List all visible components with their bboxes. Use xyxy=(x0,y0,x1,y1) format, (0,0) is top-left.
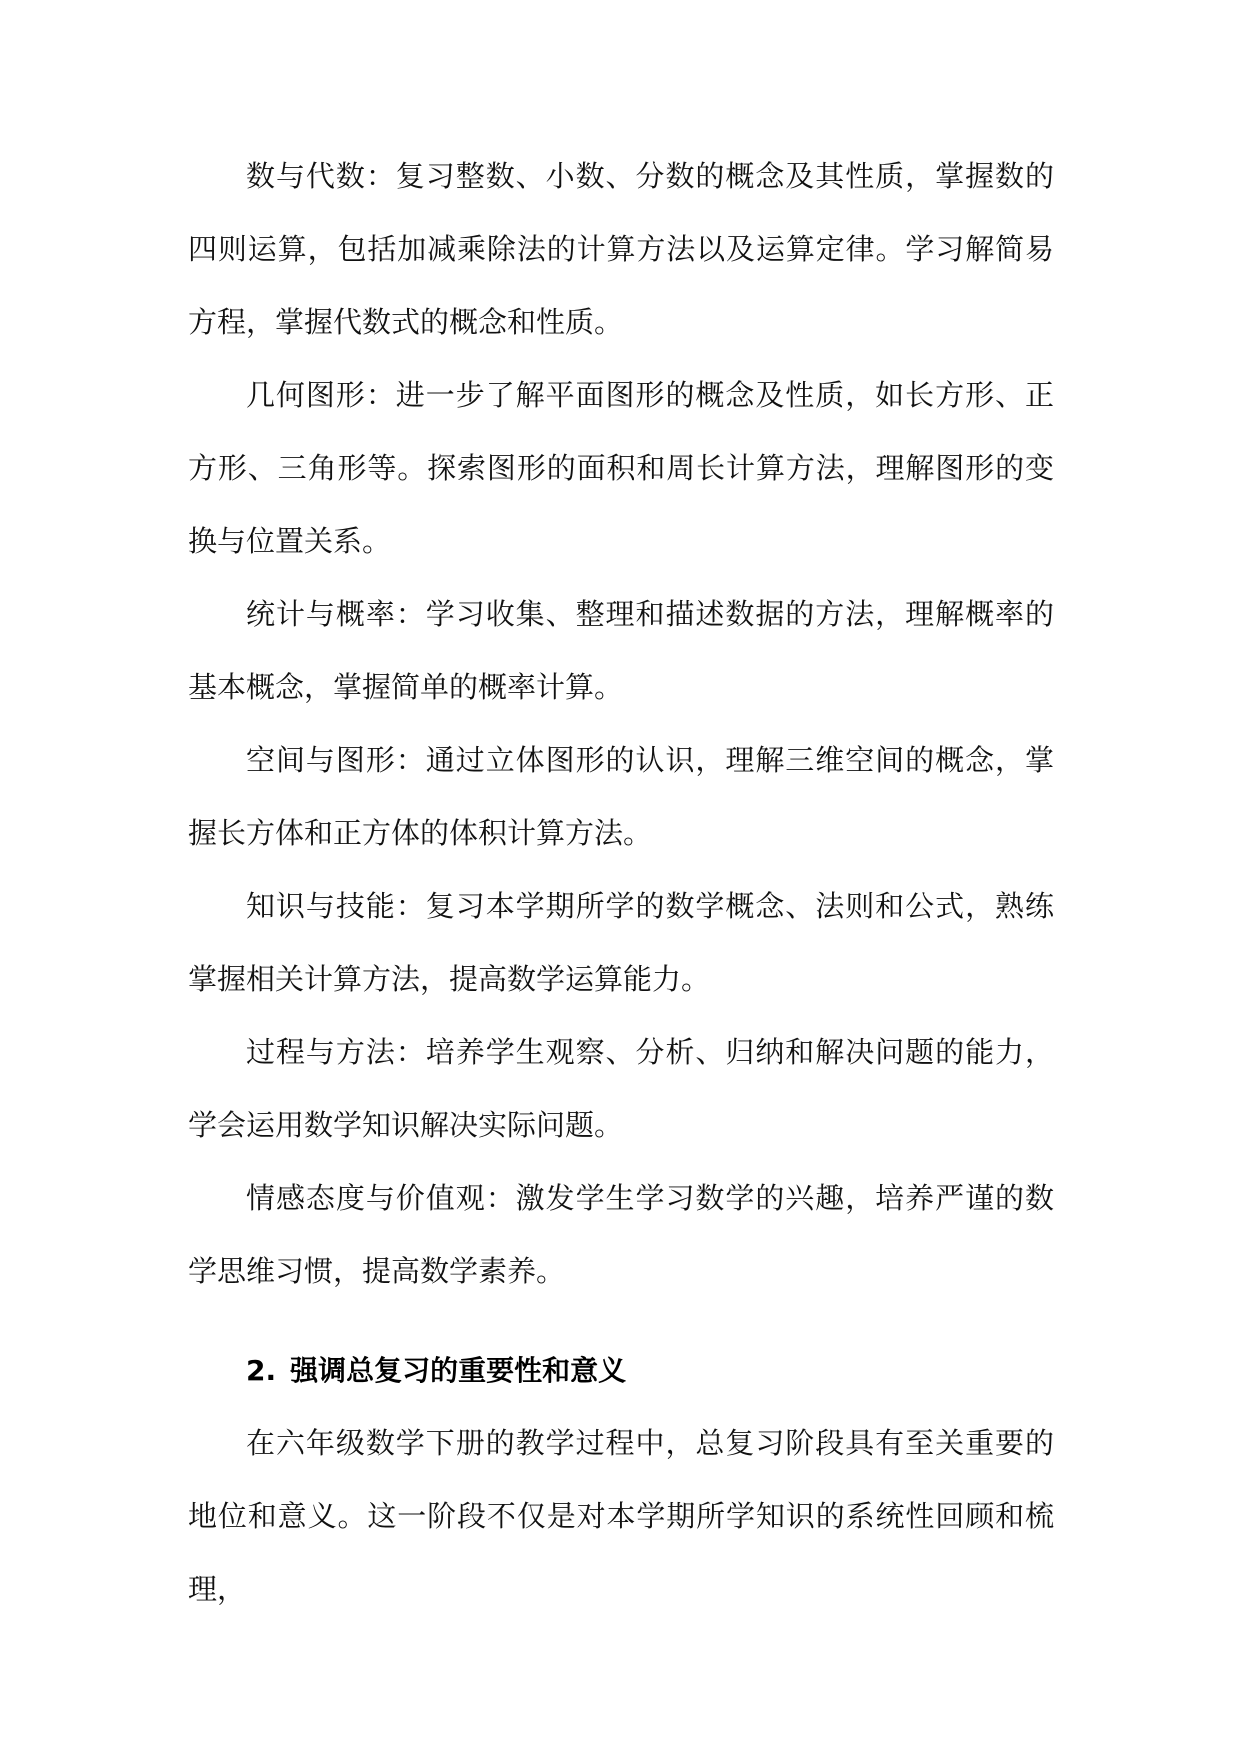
paragraph-attitude-values: 情感态度与价值观：激发学生学习数学的兴趣，培养严谨的数学思维习惯，提高数学素养。 xyxy=(188,1181,1054,1288)
section-heading xyxy=(188,1334,1054,1407)
paragraph-knowledge-skills: 知识与技能：复习本学期所学的数学概念、法则和公式，熟练掌握相关计算方法，提高数学运算能力。 xyxy=(188,889,1054,996)
paragraph-geometry: 几何图形：进一步了解平面图形的概念及性质，如长方形、正方形、三角形等。探索图形的面积和周长计算方法，理解图形的变换与位置关系。 xyxy=(188,378,1054,558)
paragraph-number-algebra: 数与代数：复习整数、小数、分数的概念及其性质，掌握数的四则运算，包括加减乘除法的计算方法以及运算定律。学习解简易方程，掌握代数式的概念和性质。 xyxy=(188,159,1054,339)
document-body xyxy=(188,140,1054,1626)
section-paragraph: 在六年级数学下册的教学过程中，总复习阶段具有至关重要的地位和意义。这一阶段不仅是对本学期所学知识的系统性回顾和梳理， xyxy=(188,1426,1054,1606)
paragraph-statistics-probability: 统计与概率：学习收集、整理和描述数据的方法，理解概率的基本概念，掌握简单的概率计算。 xyxy=(188,597,1054,704)
paragraph-space-figures: 空间与图形：通过立体图形的认识，理解三维空间的概念，掌握长方体和正方体的体积计算方法。 xyxy=(188,743,1054,850)
section-title: 强调总复习的重要性和意义 xyxy=(290,1354,627,1387)
paragraph-process-methods: 过程与方法：培养学生观察、分析、归纳和解决问题的能力，学会运用数学知识解决实际问题。 xyxy=(188,1035,1054,1142)
section-number: 2. xyxy=(246,1354,277,1387)
